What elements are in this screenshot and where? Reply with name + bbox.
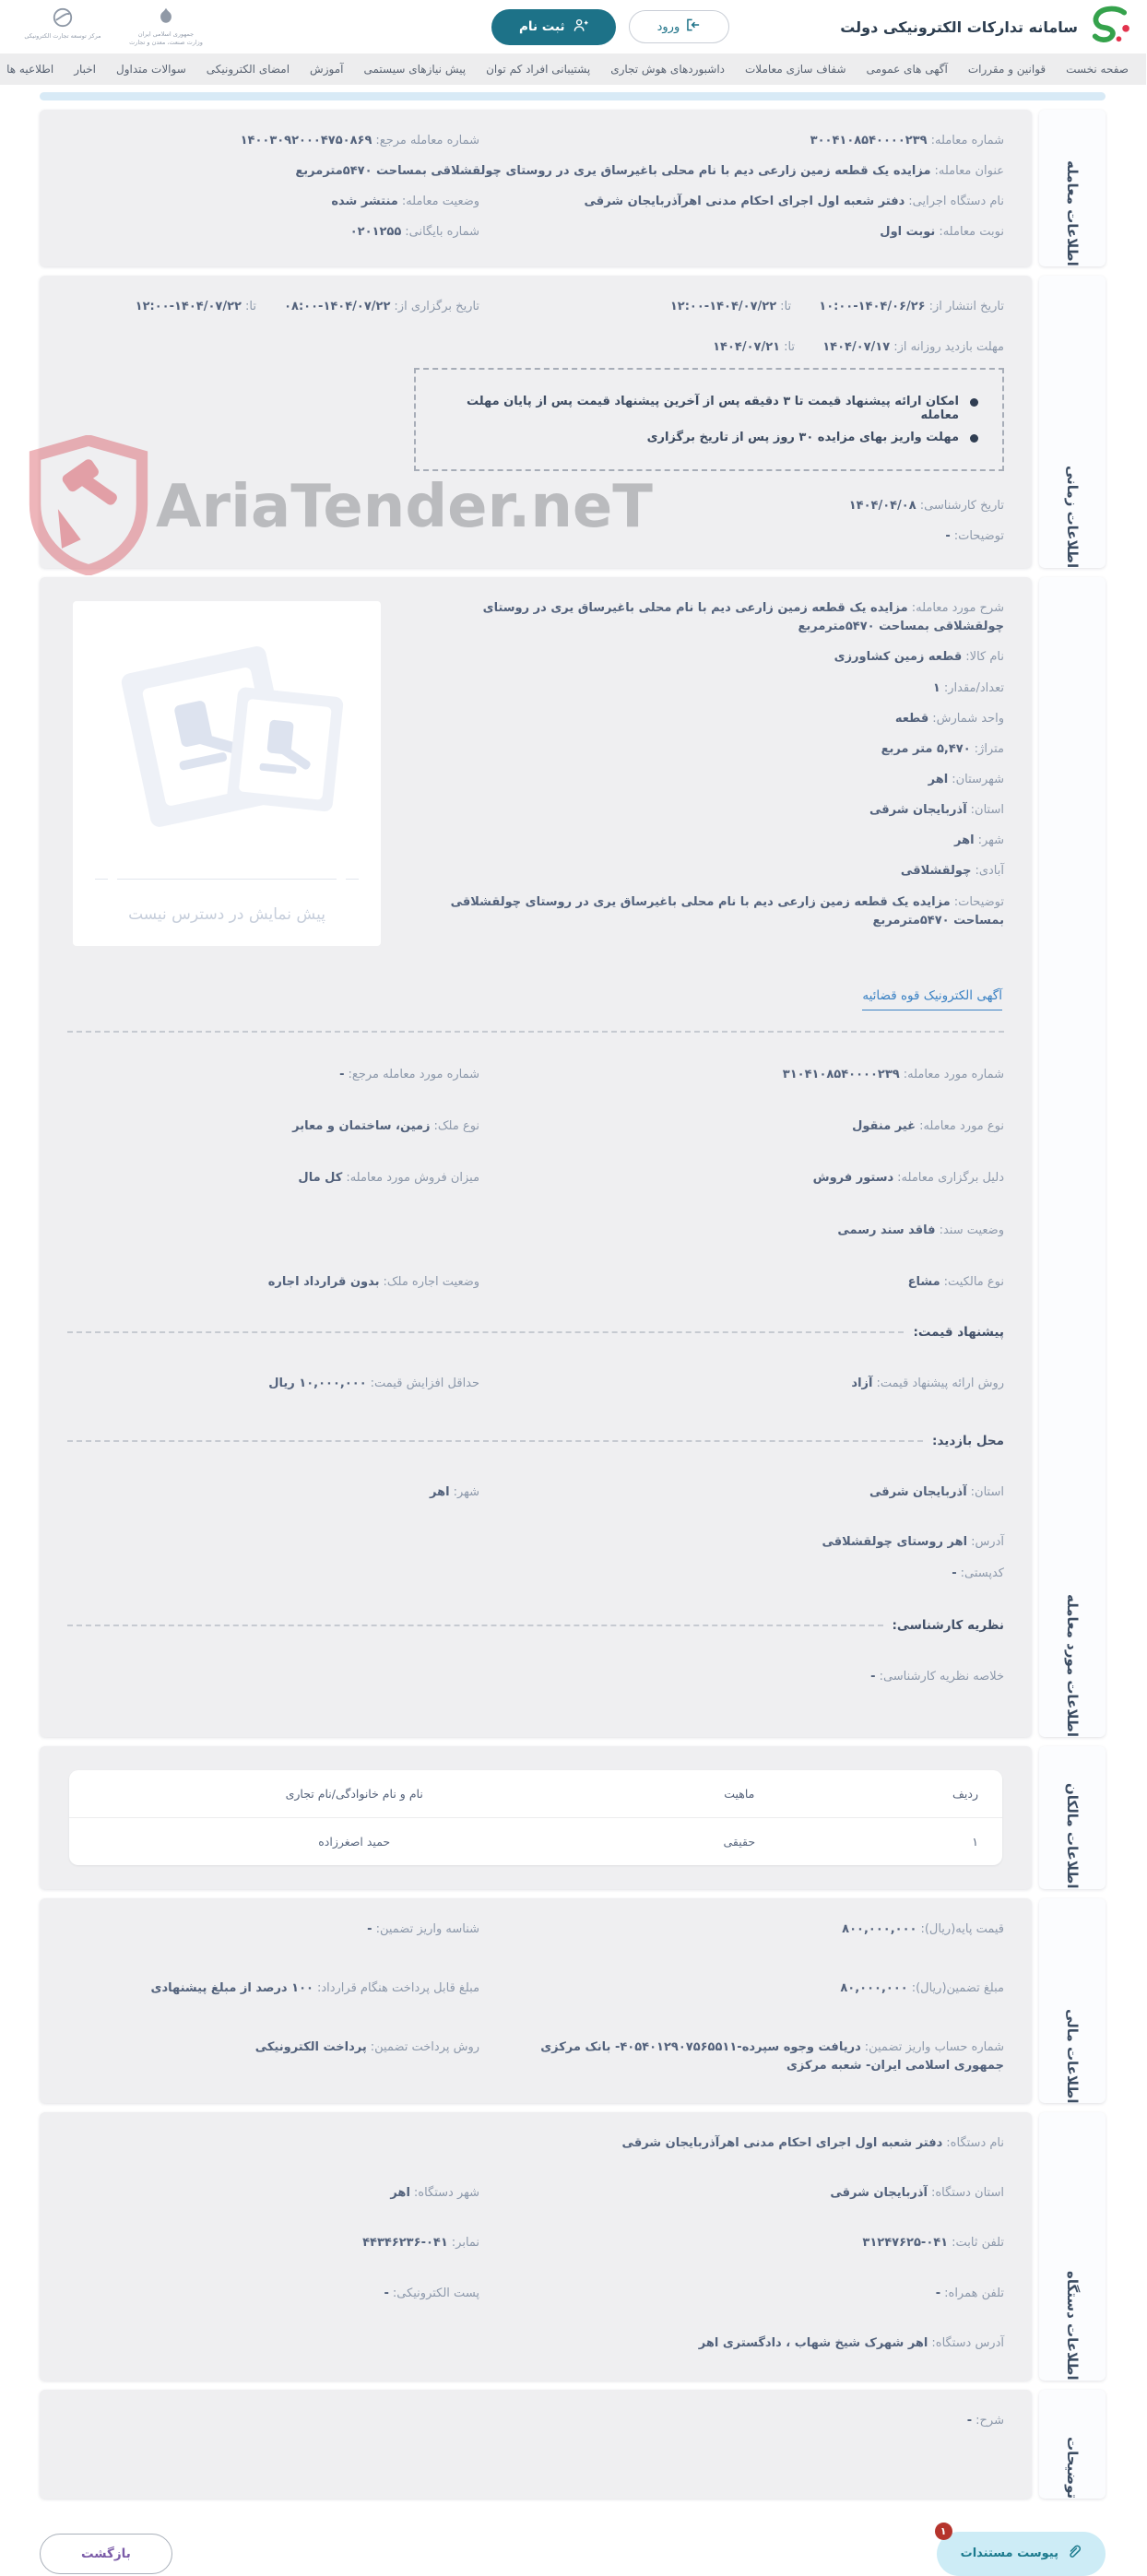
register-button[interactable]	[492, 9, 617, 45]
nav-item-home[interactable]: صفحه نخست	[1067, 63, 1129, 76]
gavel-placeholder-icon	[103, 627, 352, 857]
card-notes-label: توضیحات	[1065, 2436, 1082, 2499]
field-count-unit: واحد شمارش:قطعه	[895, 711, 1005, 726]
preview-divider	[96, 879, 360, 880]
ministry-caption-2: وزارت صنعت، معدن و تجارت	[130, 39, 204, 46]
login-icon	[688, 18, 702, 35]
login-button[interactable]	[630, 10, 731, 43]
nav-item-bi-dashboards[interactable]: داشبوردهای هوش تجاری	[611, 63, 726, 76]
field-province: استان:آذربایجان شرقی	[870, 803, 1005, 818]
user-plus-icon	[574, 18, 589, 36]
field-sale-portion: میزان فروش مورد معامله:کل مال	[299, 1171, 481, 1186]
nav-item-announcements[interactable]: اطلاعیه ها	[7, 63, 55, 76]
field-subject-type: نوع مورد معامله:غیر منقول	[853, 1119, 1005, 1134]
field-subject-notes: توضیحات:مزایده یک قطعه زمین زارعی دیم با نام محلی باغیرساق یری در روستای چولقشلاقی بمساحت ۵۴۷۰مترمربع	[451, 894, 1005, 928]
col-index: ردیف	[952, 1786, 979, 1801]
field-postal-code: کدپستی:-	[952, 1566, 1005, 1581]
card-timing-info	[41, 276, 1106, 569]
image-preview-placeholder	[74, 601, 382, 946]
card-notes-tab	[1040, 2390, 1106, 2499]
attachment-count-badge: ۱	[936, 2523, 953, 2540]
ministry-logo	[127, 6, 207, 47]
attach-documents-button[interactable]	[938, 2524, 1106, 2576]
field-mobile: تلفن همراه:-	[936, 2286, 1005, 2300]
field-item-name: نام کالا:قطعه زمین کشاورزی	[834, 650, 1005, 665]
col-nature: ماهیت	[725, 1786, 756, 1801]
login-label: ورود	[657, 19, 681, 34]
bottom-bar	[0, 2508, 1147, 2576]
banner-strip	[41, 92, 1106, 100]
field-property-type: نوع ملک:زمین، ساختمان و معابر	[293, 1119, 481, 1134]
field-deal-title: عنوان معامله:مزایده یک قطعه زمین زارعی دیم با نام محلی باغیرساق یری در روستای چولقشلاقی بمساحت ۵۴۷۰مترمربع	[296, 164, 1005, 179]
field-expert-summary: خلاصه نظریه کارشناسی:-	[871, 1670, 1005, 1684]
ecommerce-swirl-icon	[53, 6, 75, 32]
field-subject-description: شرح مورد معامله:مزایده یک قطعه زمین زارعی دیم با نام محلی باغیرساق یری در روستای چولقشلاقی بمساحت ۵۴۷۰مترمربع	[483, 601, 1005, 634]
field-device-city: شهر دستگاه:اهر	[391, 2186, 481, 2201]
card-device-info	[41, 2112, 1106, 2381]
field-deal-status: وضعیت معامله:منتشر شده	[332, 195, 481, 209]
nav-item-public-ads[interactable]: آگهی های عمومی	[867, 63, 949, 76]
field-visit-dates: مهلت بازدید روزانه از:۱۴۰۴/۰۷/۱۷ تا:۱۴۰۴/۰۷/۲۱	[714, 339, 1005, 354]
card-notes	[41, 2390, 1106, 2499]
government-logos	[17, 6, 207, 47]
watermark-text: AriaTender.neT	[157, 473, 654, 541]
field-executive-org: نام دستگاه اجرایی:دفتر شعبه اول اجرای احکام مدنی اهرآذربایجان شرقی	[585, 195, 1005, 209]
nav-item-faq[interactable]: سوالات متداول	[117, 63, 187, 76]
owners-table-row	[70, 1818, 1003, 1865]
nav-item-news[interactable]: اخبار	[75, 63, 98, 76]
brand[interactable]	[841, 6, 1130, 48]
field-guarantee-account: شماره حساب واریز تضمین:دریافت وجوه سپرده-۴۰۵۴۰۱۲۹۰۷۵۶۵۵۱۱- بانک مرکزی جمهوری اسلامی ایران- شعبه مرکزی	[541, 2039, 1005, 2073]
field-area: متراژ:۵,۴۷۰ متر مربع	[881, 741, 1005, 756]
back-button[interactable]: بازگشت	[41, 2534, 173, 2574]
field-archive-number: شماره بایگانی:۰۲۰۱۲۵۵	[350, 225, 481, 240]
attach-label: پیوست مستندات	[961, 2546, 1059, 2561]
field-deposit-id: شناسه واریز تضمین:-	[368, 1921, 481, 1936]
owners-table-header	[70, 1770, 1003, 1818]
field-min-increase: حداقل افزایش قیمت:۱۰,۰۰۰,۰۰۰ ریال	[269, 1376, 481, 1390]
timing-notice-box	[415, 368, 1005, 471]
paperclip-icon	[1068, 2545, 1082, 2563]
field-visit-address: آدرس:اهر روستای چولقشلاقی	[822, 1535, 1005, 1550]
preview-unavailable-text: پیش نمایش در دسترس نیست	[129, 905, 326, 925]
field-fax: نمابر:۰۴۱-۴۴۳۴۶۲۳۶	[363, 2236, 481, 2251]
card-deal-label: اطلاعات معامله	[1065, 160, 1082, 266]
setad-logo-icon	[1088, 6, 1130, 48]
judiciary-ead-link[interactable]: آگهی الکترونیک قوه قضائیه	[863, 988, 1003, 1010]
ministry-caption-1: جمهوری اسلامی ایران	[138, 30, 195, 39]
field-base-price: قیمت پایه(ریال):۸۰۰,۰۰۰,۰۰۰	[843, 1921, 1005, 1936]
owner-index: ۱	[973, 1834, 979, 1849]
card-financial-tab	[1040, 1898, 1106, 2104]
expert-opinion-header: نظریه کارشناسی:	[68, 1618, 1005, 1633]
bullet-icon	[971, 434, 979, 443]
card-subject-info	[41, 577, 1106, 1736]
field-device-address: آدرس دستگاه:اهر شهرک شیخ شهاب ، دادگستری اهر	[699, 2335, 1005, 2350]
field-city: شهر:اهر	[955, 833, 1005, 848]
nav-item-transparency[interactable]: شفاف سازی معاملات	[746, 63, 847, 76]
nav-item-rules[interactable]: قوانین و مقررات	[968, 63, 1047, 76]
card-timing-tab	[1040, 276, 1106, 569]
card-financial-label: اطلاعات مالی	[1065, 2008, 1082, 2104]
field-device-name: نام دستگاه:دفتر شعبه اول اجرای احکام مدنی اهرآذربایجان شرقی	[622, 2136, 1005, 2151]
ecommerce-center-logo	[24, 6, 103, 41]
ministry-emblem-icon	[157, 6, 177, 30]
field-guarantee-payment-method: روش پرداخت تضمین:پرداخت الکترونیکی	[255, 2039, 481, 2054]
top-bar	[0, 0, 1147, 53]
owners-table	[70, 1770, 1003, 1865]
card-financial-info	[41, 1898, 1106, 2104]
notice-line: مهلت واریز بهای مزایده ۳۰ روز پس از تاریخ برگزاری	[441, 431, 979, 444]
bullet-icon	[971, 398, 979, 407]
field-deal-round: نوبت معامله:نوبت اول	[881, 225, 1005, 240]
field-subject-ref-number: شماره مورد معامله مرجع:-	[340, 1068, 481, 1082]
field-rent-status: وضعیت اجاره ملک:بدون قرارداد اجاره	[268, 1274, 481, 1289]
nav-item-system-requirements[interactable]: پیش نیازهای سیستمی	[364, 63, 467, 76]
nav-item-training[interactable]: آموزش	[311, 63, 345, 76]
field-auction-reason: دلیل برگزاری معامله:دستور فروش	[813, 1171, 1005, 1186]
field-deal-number: شماره معامله:۳۰۰۴۱۰۸۵۴۰۰۰۰۲۳۹	[810, 134, 1005, 148]
card-subject-tab	[1040, 577, 1106, 1736]
card-owners-info	[41, 1746, 1106, 1889]
field-payable-at-contract: مبلغ قابل پرداخت هنگام قرارداد:۱۰۰ درصد از مبلغ پیشنهادی	[151, 1980, 481, 1995]
field-quantity: تعداد/مقدار:۱	[933, 680, 1005, 695]
card-owners-label: اطلاعات مالکان	[1065, 1782, 1082, 1889]
notice-line: امکان ارائه پیشنهاد قیمت تا ۳ دقیقه پس از آخرین پیشنهاد قیمت پس از پایان مهلت معامله	[441, 395, 979, 422]
field-phone: تلفن ثابت:۰۴۱-۳۱۲۴۷۶۲۵	[863, 2236, 1005, 2251]
card-owners-tab	[1040, 1746, 1106, 1889]
field-subject-number: شماره مورد معامله:۳۱۰۴۱۰۸۵۴۰۰۰۰۲۳۹	[783, 1068, 1005, 1082]
field-visit-city: شهر:اهر	[431, 1484, 481, 1499]
card-device-tab	[1040, 2112, 1106, 2381]
price-offer-header: پیشنهاد قیمت:	[68, 1325, 1005, 1340]
owner-nature: حقیقی	[724, 1834, 757, 1849]
ecommerce-caption: مرکز توسعه تجارت الکترونیکی	[25, 32, 102, 41]
card-deal-tab	[1040, 110, 1106, 266]
field-offer-method: روش ارائه پیشنهاد قیمت:آزاد	[852, 1376, 1005, 1390]
field-county: شهرستان:اهر	[928, 772, 1005, 786]
field-timing-description: توضیحات:-	[946, 528, 1005, 543]
card-subject-label: اطلاعات مورد معامله	[1065, 1593, 1082, 1737]
nav-item-accessibility[interactable]: پشتیبانی افراد کم توان	[487, 63, 592, 76]
col-name: نام و نام خانوادگی/نام تجاری	[286, 1786, 424, 1801]
register-label: ثبت نام	[519, 19, 566, 34]
card-device-label: اطلاعات دستگاه	[1065, 2271, 1082, 2381]
field-document-status: وضعیت سند:فاقد سند رسمی	[838, 1223, 1005, 1237]
card-deal-info	[41, 110, 1106, 266]
visit-location-header: محل بازدید:	[68, 1434, 1005, 1448]
field-publish-dates: تاریخ انتشار از:۱۴۰۴/۰۶/۲۶-۱۰:۰۰ تا:۱۴۰۴/۰۷/۲۲-۱۲:۰۰	[670, 299, 1005, 313]
field-email: پست الکترونیکی:-	[384, 2286, 481, 2300]
nav-item-esignature[interactable]: امضای الکترونیکی	[207, 63, 291, 76]
field-device-province: استان دستگاه:آذربایجان شرقی	[831, 2186, 1005, 2201]
field-held-dates: تاریخ برگزاری از:۱۴۰۴/۰۷/۲۲-۰۸:۰۰ تا:۱۴۰۴/۰۷/۲۲-۱۲:۰۰	[136, 299, 481, 313]
field-deal-ref-number: شماره معامله مرجع:۱۴۰۰۳۰۹۲۰۰۰۴۷۵۰۸۶۹	[241, 134, 481, 148]
field-notes-description: شرح:-	[967, 2413, 1005, 2428]
field-guarantee-amount: مبلغ تضمین(ریال):۸۰,۰۰۰,۰۰۰	[841, 1980, 1005, 1995]
main-nav	[0, 53, 1147, 85]
field-village: آبادی:چولقشلاقی	[901, 864, 1005, 879]
field-expert-date: تاریخ کارشناسی:۱۴۰۴/۰۴/۰۸	[849, 498, 1005, 513]
deal-detail-content	[0, 110, 1147, 2499]
divider	[68, 1031, 1005, 1033]
card-timing-label: اطلاعات زمانی	[1065, 465, 1082, 569]
app-title: سامانه تدارکات الکترونیکی دولت	[841, 18, 1079, 36]
owner-name: حمید اصغرزاده	[319, 1834, 392, 1849]
field-visit-province: استان:آذربایجان شرقی	[870, 1484, 1005, 1499]
field-ownership-type: نوع مالکیت:مشاع	[908, 1274, 1005, 1289]
